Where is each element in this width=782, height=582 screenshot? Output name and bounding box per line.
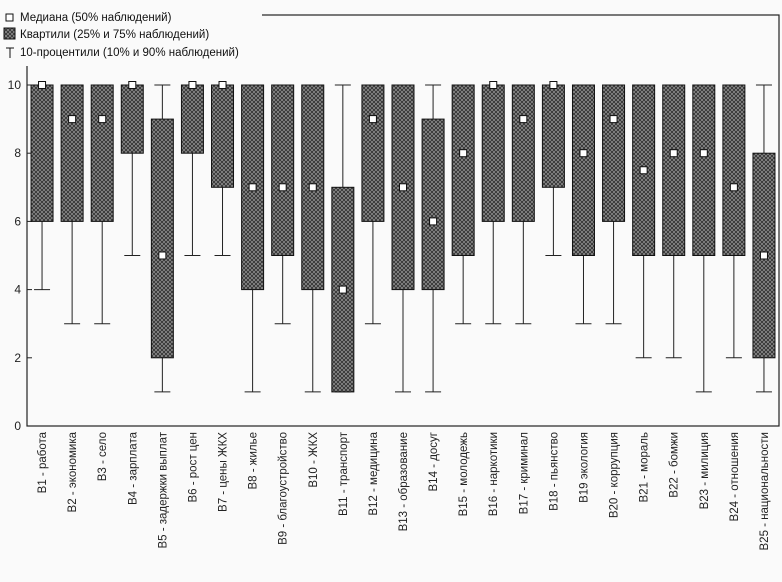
box-14 — [422, 85, 444, 392]
box-3 — [91, 85, 113, 324]
box-21 — [633, 85, 655, 358]
box-5 — [151, 85, 173, 392]
median-marker — [580, 150, 587, 157]
x-label-15: B15 - молодежь — [458, 432, 471, 517]
box-4 — [121, 82, 143, 256]
median-marker — [339, 286, 346, 293]
x-axis-labels — [37, 431, 771, 550]
x-label-18: B18 - пьянство — [548, 432, 561, 511]
x-label-9: B9 - благоустройство — [277, 432, 290, 545]
median-marker — [219, 82, 226, 89]
box-6 — [181, 82, 203, 256]
median-marker — [670, 150, 677, 157]
x-label-21: B21 - мораль — [638, 432, 651, 503]
quartile-box — [572, 85, 594, 256]
median-marker — [610, 116, 617, 123]
quartile-box — [91, 85, 113, 221]
legend-quartile-swatch — [4, 28, 15, 39]
box-25 — [753, 85, 775, 392]
x-label-16: B16 - наркотики — [488, 432, 501, 517]
x-label-10: B10 - ЖКХ — [307, 432, 320, 488]
x-label-4: B4 - зарплата — [127, 432, 140, 505]
median-marker — [39, 82, 46, 89]
median-marker — [69, 116, 76, 123]
box-13 — [392, 85, 414, 392]
quartile-box — [181, 85, 203, 153]
box-2 — [61, 85, 83, 324]
y-tick-label-0: 0 — [14, 419, 21, 433]
x-label-20: B20 - коррупция — [608, 432, 621, 519]
median-marker — [249, 184, 256, 191]
box-11 — [332, 85, 354, 392]
legend-quartiles-label: Квартили (25% и 75% наблюдений) — [20, 29, 210, 41]
x-label-2: B2 - экономика — [67, 432, 80, 513]
median-marker — [400, 184, 407, 191]
median-marker — [369, 116, 376, 123]
legend-median-marker — [6, 14, 13, 21]
y-tick-label-8: 8 — [14, 146, 21, 161]
box-23 — [693, 85, 715, 392]
x-label-5: B5 - задержки выплат — [157, 432, 170, 549]
y-tick-label-6: 6 — [14, 214, 21, 229]
quartile-box — [422, 119, 444, 290]
x-label-17: B17 - криминал — [518, 432, 531, 515]
quartile-box — [452, 85, 474, 256]
box-17 — [512, 85, 534, 324]
legend — [0, 0, 262, 66]
quartile-box — [663, 85, 685, 256]
y-tick-label-10: 10 — [7, 78, 21, 92]
legend-median-label: Медиана (50% наблюдений) — [20, 12, 172, 24]
x-label-7: B7 - цены ЖКХ — [217, 432, 230, 512]
box-18 — [542, 82, 564, 256]
median-marker — [520, 116, 527, 123]
box-15 — [452, 85, 474, 324]
quartile-box — [121, 85, 143, 153]
quartile-box — [512, 85, 534, 221]
median-marker — [760, 252, 767, 259]
median-marker — [640, 167, 647, 174]
box-8 — [242, 85, 264, 392]
x-label-24: B24 - отношения — [728, 432, 741, 522]
y-tick-label-2: 2 — [14, 350, 21, 365]
box-20 — [603, 85, 625, 324]
median-marker — [730, 184, 737, 191]
median-marker — [550, 82, 557, 89]
legend-percentiles-label: 10-процентили (10% и 90% наблюдений) — [20, 47, 239, 59]
box-12 — [362, 85, 384, 324]
quartile-box — [603, 85, 625, 221]
box-16 — [482, 82, 504, 324]
median-marker — [460, 150, 467, 157]
quartile-box — [31, 85, 53, 221]
median-marker — [159, 252, 166, 259]
quartile-box — [212, 85, 234, 187]
quartile-box — [272, 85, 294, 256]
median-marker — [490, 82, 497, 89]
x-label-1: B1 - работа — [37, 432, 50, 494]
x-label-25: B25 - национальности — [758, 432, 771, 551]
median-marker — [99, 116, 106, 123]
box-1 — [31, 82, 53, 290]
quartile-box — [61, 85, 83, 221]
median-marker — [430, 218, 437, 225]
quartile-box — [723, 85, 745, 256]
quartile-box — [542, 85, 564, 187]
median-marker — [129, 82, 136, 89]
y-tick-label-4: 4 — [14, 282, 21, 297]
x-label-6: B6 - рост цен — [187, 432, 200, 503]
box-9 — [272, 85, 294, 324]
x-label-13: B13 - образование — [398, 432, 410, 532]
x-label-19: B19 экология — [578, 432, 591, 503]
x-label-11: B11 - транспорт — [337, 432, 350, 517]
median-marker — [309, 184, 316, 191]
x-label-3: B3 - село — [97, 432, 110, 482]
x-label-14: B14 - досуг — [428, 432, 441, 492]
box-22 — [663, 85, 685, 358]
y-axis — [8, 78, 32, 433]
quartile-box — [482, 85, 504, 221]
box-10 — [302, 85, 324, 392]
box-19 — [572, 85, 594, 324]
median-marker — [189, 82, 196, 89]
quartile-box — [693, 85, 715, 256]
x-label-23: B23 - милиция — [698, 432, 711, 510]
boxes-layer — [31, 82, 775, 392]
x-label-12: B12 - медицина — [367, 432, 380, 516]
x-label-22: B22 - бомжи — [668, 432, 681, 498]
median-marker — [279, 184, 286, 191]
x-label-8: B8 - жилье — [247, 432, 260, 490]
quartile-box — [151, 119, 173, 358]
median-marker — [700, 150, 707, 157]
quartile-box — [362, 85, 384, 221]
box-24 — [723, 85, 745, 358]
box-7 — [212, 82, 234, 256]
